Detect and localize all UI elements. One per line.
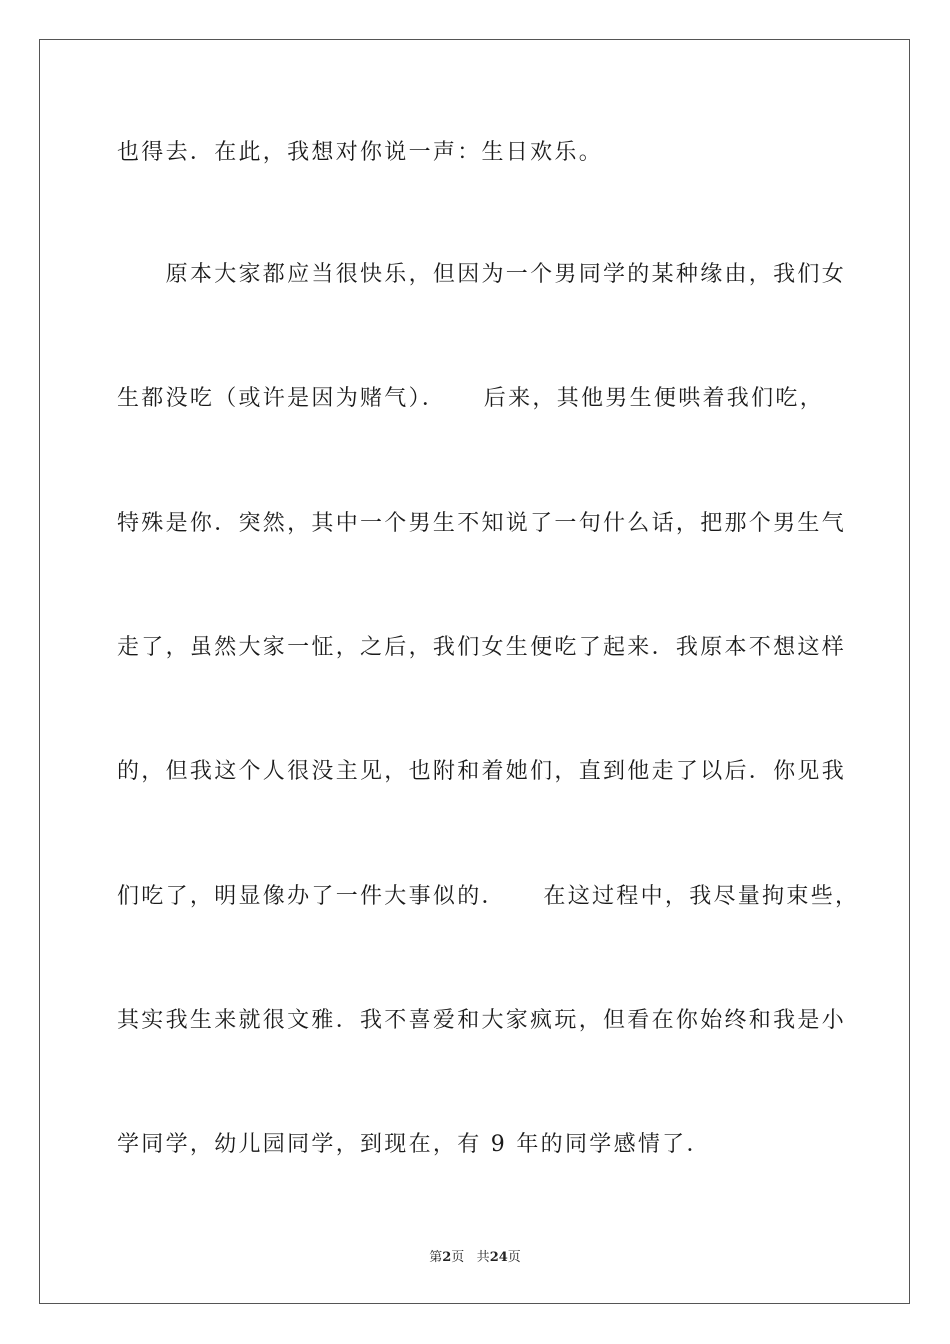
text-line: 也得去．在此，我想对你说一声：生日欢乐。 [117, 140, 604, 165]
text-line: 的，但我这个人很没主见，也附和着她们，直到他走了以后．你见我 [117, 759, 847, 784]
text-line: 生都没吃（或许是因为赌气）． 后来，其他男生便哄着我们吃， [117, 386, 825, 411]
page-suffix: 页 [451, 1250, 465, 1265]
total-suffix: 页 [507, 1250, 521, 1265]
total-prefix: 共 [476, 1250, 490, 1265]
text-line: 学同学，幼儿园同学，到现在，有 9 年的同学感情了． [117, 1132, 711, 1157]
text-line: 走了，虽然大家一怔，之后，我们女生便吃了起来．我原本不想这样 [117, 635, 847, 660]
page-border [39, 39, 910, 1304]
text-line: 其实我生来就很文雅．我不喜爱和大家疯玩，但看在你始终和我是小 [117, 1008, 847, 1033]
text-line: 们吃了，明显像办了一件大事似的． 在这过程中，我尽量拘束些， [117, 884, 860, 909]
text-line: 原本大家都应当很快乐，但因为一个男同学的某种缘由，我们女 [117, 262, 847, 287]
text-line: 特殊是你．突然，其中一个男生不知说了一句什么话，把那个男生气 [117, 511, 847, 536]
page-prefix: 第 [429, 1250, 443, 1265]
total-pages: 24 [489, 1250, 508, 1265]
page-footer [0, 1250, 950, 1266]
page-number: 2 [442, 1250, 452, 1265]
